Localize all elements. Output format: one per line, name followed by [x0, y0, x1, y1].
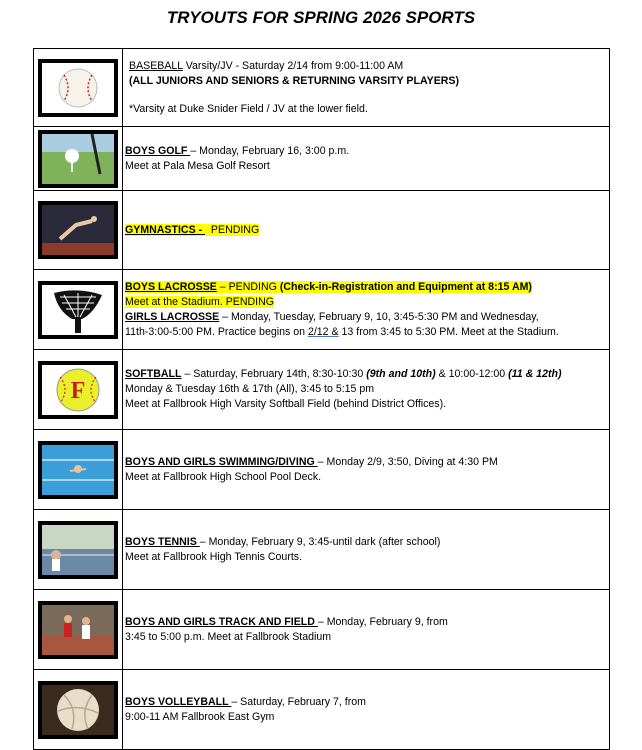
table-row: [34, 670, 610, 750]
table-row: [34, 270, 610, 350]
softball-group1: (9th and 10th): [366, 368, 436, 380]
tennis-image: [38, 521, 118, 579]
tryouts-table: [33, 48, 610, 750]
volleyball-image: [38, 681, 118, 739]
track-heading: BOYS AND GIRLS TRACK AND FIELD: [125, 615, 318, 628]
softball-line1c: & 10:00-12:00: [435, 368, 509, 380]
girls-lacrosse-line1: – Monday, Tuesday, February 9, 10, 3:45-5:30 PM and Wednesday,: [219, 310, 539, 323]
gymnastics-heading: GYMNASTICS -: [125, 223, 206, 236]
track-image: [38, 601, 118, 659]
table-row: [34, 350, 610, 430]
practice-dates-link[interactable]: 2/12 &: [307, 325, 339, 338]
table-row: [34, 127, 610, 191]
softball-line2: Monday & Tuesday 16th & 17th (All), 3:45 to 5:15 pm: [125, 383, 375, 395]
softball-heading: SOFTBALL: [125, 368, 182, 380]
golf-line1: – Monday, February 16, 3:00 p.m.: [190, 144, 350, 157]
softball-logo-letter: F: [70, 377, 86, 404]
track-line1: – Monday, February 9, from: [317, 615, 448, 628]
boys-lacrosse-status: – PENDING: [216, 280, 280, 293]
track-line2: 3:45 to 5:00 p.m. Meet at Fallbrook Stadium: [125, 630, 332, 643]
table-row: [34, 49, 610, 127]
volleyball-line1: – Saturday, February 7, from: [231, 695, 366, 708]
gymnastics-status: PENDING: [205, 223, 260, 236]
girls-lacrosse-heading: GIRLS LACROSSE: [125, 310, 220, 323]
baseball-line2: (ALL JUNIORS AND SENIORS & RETURNING VARSITY PLAYERS): [129, 74, 460, 87]
swimming-heading: BOYS AND GIRLS SWIMMING/DIVING: [125, 455, 318, 468]
baseball-image: [38, 59, 118, 117]
baseball-line3: *Varsity at Duke Snider Field / JV at the lower field.: [129, 102, 368, 115]
swimming-image: [38, 441, 118, 499]
tennis-heading: BOYS TENNIS: [125, 535, 200, 548]
swimming-line2: Meet at Fallbrook High School Pool Deck.: [125, 470, 322, 483]
swimming-line1: – Monday 2/9, 3:50, Diving at 4:30 PM: [317, 455, 498, 468]
softball-line3: Meet at Fallbrook High Varsity Softball Field (behind District Offices).: [125, 398, 447, 410]
baseball-heading: BASEBALL: [129, 59, 183, 72]
girls-lacrosse-line2a: 11th-3:00-5:00 PM. Practice begins on: [125, 325, 308, 338]
table-row: [34, 430, 610, 510]
volleyball-line2: 9:00-11 AM Fallbrook East Gym: [125, 710, 275, 723]
softball-image: [38, 361, 118, 419]
boys-lacrosse-checkin: (Check-in-Registration and Equipment at 8:15 AM): [279, 280, 532, 293]
volleyball-heading: BOYS VOLLEYBALL: [125, 695, 232, 708]
tennis-line2: Meet at Fallbrook High Tennis Courts.: [125, 550, 303, 563]
golf-image: [38, 130, 118, 188]
boys-lacrosse-meet: Meet at the Stadium. PENDING: [125, 295, 274, 308]
golf-heading: BOYS GOLF: [125, 144, 191, 157]
golf-line2: Meet at Pala Mesa Golf Resort: [125, 159, 270, 172]
table-row: [34, 191, 610, 270]
softball-group2: (11 & 12th): [508, 368, 562, 380]
baseball-line1: Varsity/JV - Saturday 2/14 from 9:00-11:00 AM: [182, 59, 404, 72]
table-row: [34, 510, 610, 590]
page-title: TRYOUTS FOR SPRING 2026 SPORTS: [166, 8, 476, 27]
boys-lacrosse-heading: BOYS LACROSSE: [125, 280, 217, 293]
softball-line1a: – Saturday, February 14th, 8:30-10:30: [181, 368, 367, 380]
tennis-line1: – Monday, February 9, 3:45-until dark (after school): [199, 535, 441, 548]
gymnastics-image: [38, 201, 118, 259]
lacrosse-image: [38, 281, 118, 339]
table-row: [34, 590, 610, 670]
girls-lacrosse-line2b: 13 from 3:45 to 5:30 PM. Meet at the Stadium.: [338, 325, 559, 338]
